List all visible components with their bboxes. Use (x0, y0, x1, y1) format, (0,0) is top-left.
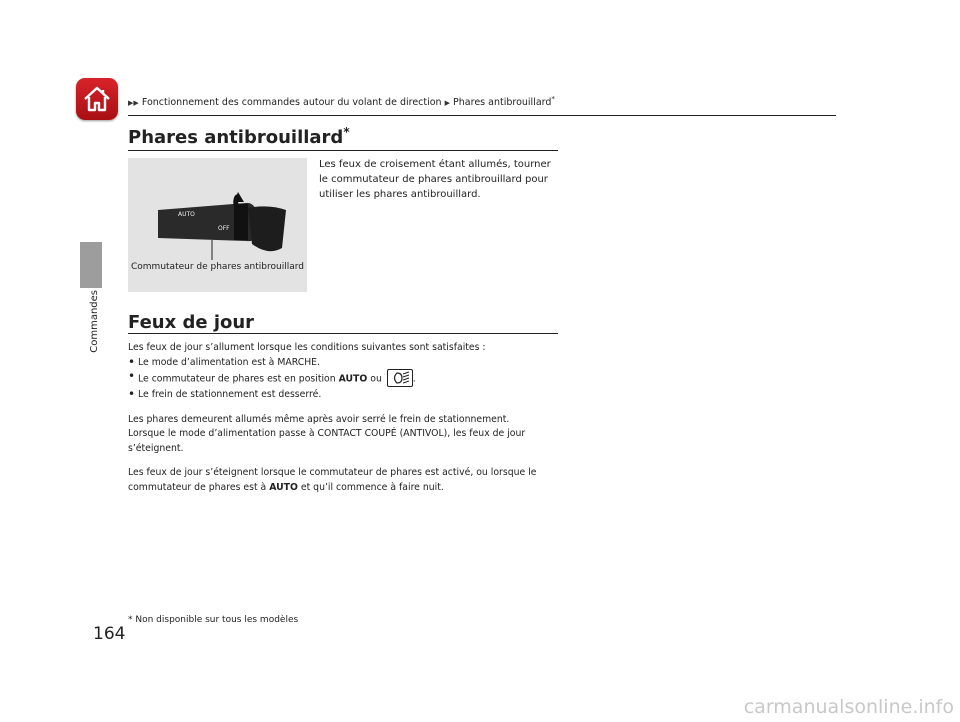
body-paragraph (128, 466, 568, 495)
section-title-fog-lights (128, 127, 350, 148)
body-paragraph: Lorsque le mode d’alimentation passe à CONTACT COUPÉ (ANTIVOL), les feux de jour s’éteignent. (128, 428, 526, 454)
figure-caption: Commutateur de phares antibrouillard (131, 262, 304, 272)
breadcrumb-item-controls[interactable]: Fonctionnement des commandes autour du volant de direction (141, 97, 442, 109)
section-divider (128, 150, 558, 151)
watermark: carmanualsonline.info (743, 696, 954, 718)
breadcrumb-arrow-icon: ▶ (444, 99, 451, 108)
home-button[interactable] (76, 78, 118, 120)
low-beam-icon (387, 369, 413, 387)
section-title-daytime-lights: Feux de jour (128, 312, 255, 333)
auto-label: AUTO (338, 373, 368, 385)
breadcrumb-star: * (551, 95, 555, 103)
condition-text: . (412, 373, 416, 385)
breadcrumb-arrow-icon: ▶▶ (128, 99, 139, 108)
fog-lights-note: Les feux de croisement étant allumés, tourner le commutateur de phares antibrouillard pour utiliser les phares antibrouillard. (319, 159, 551, 200)
condition-item (128, 370, 568, 388)
breadcrumb (128, 95, 555, 108)
section-tab-label: Commandes (89, 290, 100, 353)
header-divider (128, 115, 836, 116)
daytime-lights-body (128, 341, 568, 495)
section-tab[interactable] (80, 242, 102, 288)
condition-item: • Le frein de stationnement est desserré. (128, 388, 568, 403)
auto-label: AUTO (269, 481, 298, 493)
section-title-text: Phares antibrouillard (128, 127, 344, 148)
home-icon (82, 84, 112, 114)
condition-item: • Le mode d’alimentation est à MARCHE. (128, 356, 568, 371)
condition-text: Le commutateur de phares est en position (138, 373, 339, 385)
page-number: 164 (93, 624, 126, 644)
body-text: et qu’il commence à faire nuit. (297, 481, 444, 493)
intro-text: Les feux de jour s’allument lorsque les conditions suivantes sont satisfaites : (128, 342, 486, 353)
breadcrumb-item-fog-lights[interactable]: Phares antibrouillard (453, 97, 552, 109)
svg-text:AUTO: AUTO (178, 211, 195, 218)
svg-text:OFF: OFF (218, 225, 230, 232)
body-text: Les feux de jour s’éteignent lorsque le commutateur de phares est activé, ou lorsque le commutateur de phares est à (128, 467, 537, 493)
body-paragraph: Les phares demeurent allumés même après avoir serré le frein de stationnement. (128, 413, 510, 425)
footnote: * Non disponible sur tous les modèles (128, 615, 299, 625)
availability-star: * (343, 125, 350, 139)
condition-text: ou (367, 373, 385, 385)
section-divider (128, 333, 558, 334)
fog-switch-figure (128, 158, 307, 292)
